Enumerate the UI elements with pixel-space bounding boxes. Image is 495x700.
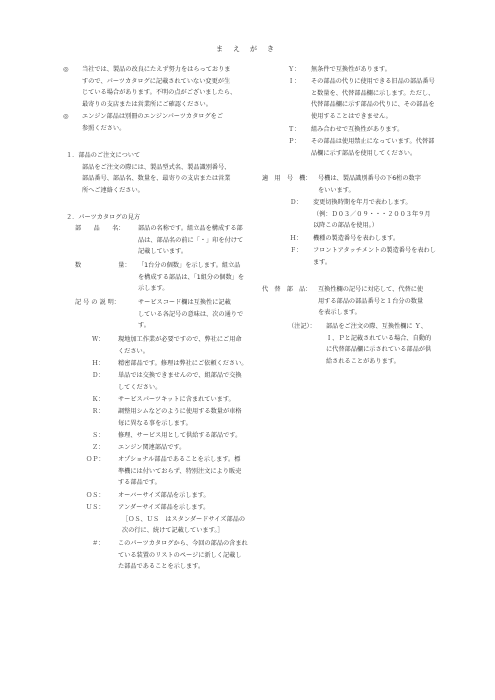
code-text: オーバーサイズ部品を示します。 — [118, 492, 210, 499]
code-key: Ｗ： — [92, 336, 105, 343]
field-text: をいいます。 — [318, 186, 355, 194]
section-heading: １．部品のご注文について — [66, 152, 141, 159]
code-key: Ｄ： — [92, 372, 105, 379]
code-text: 以降この部品を使用。） — [313, 222, 378, 229]
code-key: Ｐ： — [288, 138, 301, 145]
code-text: 変更切換時期を年月で表わします。 — [313, 199, 412, 206]
field-label: 適 用 号 機： — [262, 175, 312, 182]
code-text: と数量を、代替部品欄に示します。ただし、 — [311, 89, 435, 97]
field-text: を構成する部品は、「1組分の個数」を — [138, 273, 245, 281]
code-text: 使用することはできません。 — [311, 112, 392, 120]
field-text: 品は、部品名の前に「・」印を付けて — [138, 236, 244, 244]
note-text: 給されることがあります。 — [326, 357, 400, 365]
code-key: ＃： — [92, 540, 105, 547]
section-heading: ２．パーツカタログの見方 — [66, 214, 141, 221]
code-key: Ｈ： — [92, 360, 105, 367]
code-text: 修理、サービス用として供給する部品です。 — [118, 432, 242, 439]
paragraph-line: すので、パーツカタログに記載されていない変更が生 — [82, 77, 231, 85]
field-text: 「1台分の個数」を示します。組立品 — [138, 262, 241, 269]
code-text: してください。 — [118, 383, 162, 391]
note-text: に代替部品欄に示されている部品が供 — [326, 346, 432, 353]
code-key: Ｔ： — [288, 126, 301, 133]
field-text: 互換性欄の記号に対応して、代替に使 — [318, 286, 424, 293]
code-text: サービスパーツキットに含まれています。 — [118, 396, 235, 403]
paragraph-line: エンジン部品は別冊のエンジンパーツカタログをご — [82, 113, 224, 120]
code-key: Ｈ： — [290, 235, 303, 242]
code-key: Ｙ： — [288, 66, 301, 73]
code-key: ＯＰ： — [86, 456, 105, 463]
paragraph-line: じている場合があります。不明の点がございましたら、 — [82, 89, 237, 96]
field-label: 記 号 の 説 明： — [75, 299, 120, 306]
code-text: 代替部品欄に示す部品の代りに、その部品を — [311, 101, 435, 108]
code-text: エンジン関連部品です。 — [118, 444, 186, 451]
code-text: オプショナル部品であることを示します。標 — [118, 456, 241, 463]
field-text: 用する部品の部品番号と１台分の数量 — [318, 297, 424, 305]
field-text: サービスコード欄は互換性に記載 — [138, 299, 231, 306]
code-text: 現地加工作業が必要ですので、弊社にご用命 — [118, 336, 242, 343]
code-text: 無条件で互換性があります。 — [311, 66, 391, 73]
field-label: 数 量： — [75, 262, 131, 269]
code-text: 品欄に示す部品を使用してください。 — [311, 149, 417, 157]
code-text: た部品であることを示します。 — [118, 563, 205, 570]
page-title: まえがき — [216, 45, 284, 53]
code-text: （例：Ｄ０３／０９・・・２００３年９月 — [313, 210, 431, 218]
code-text: 機種の製造番号を表わします。 — [313, 235, 400, 242]
bullet-mark: ◎ — [63, 113, 69, 120]
code-key: Ｄ： — [290, 199, 303, 206]
paragraph-line: 所へご連絡ください。 — [82, 186, 144, 194]
code-text: 毎に異なる事を示します。 — [118, 419, 192, 427]
field-text: す。 — [138, 322, 150, 329]
field-text: 号機は、製品識別番号の下6桁の数字 — [318, 175, 421, 182]
code-text: 調整用シムなどのように使用する数量が車格 — [118, 408, 242, 415]
code-key: ＵＳ： — [86, 504, 105, 511]
code-key: Ｆ： — [290, 247, 303, 254]
field-text: を表示します。 — [318, 309, 361, 316]
code-key: Ｓ： — [92, 432, 105, 439]
code-text: その部品は使用禁止になっています。代替部 — [311, 138, 435, 145]
code-text: アンダーサイズ部品を示します。 — [118, 504, 210, 511]
code-text: その部品の代りに使用できる旧品の部品番号 — [311, 78, 435, 85]
code-text: 単品では交換できませんので、組部品で交換 — [118, 372, 242, 379]
code-text: ［ＯＳ、ＵＳ はスタンダードサイズ部品の — [122, 515, 246, 523]
field-text: している各記号の意味は、次の通りで — [138, 310, 244, 318]
paragraph-line: 参照ください。 — [82, 124, 126, 132]
code-key: Ｉ： — [288, 78, 301, 85]
field-text: 部品の名称です。組立品を構成する部 — [138, 225, 243, 232]
code-key: Ｋ： — [92, 396, 105, 403]
code-key: ＯＳ： — [86, 492, 105, 499]
code-text: ください。 — [118, 347, 149, 355]
note-label: （注記）： — [288, 323, 316, 330]
code-text: 準機には付いておらず、特別注文により販売 — [118, 467, 242, 475]
note-text: 部品をご注文の際、互換性欄に Ｙ、 — [326, 323, 427, 330]
note-text: Ｉ、Ｐと記載されている場合、自動的 — [326, 334, 432, 342]
paragraph-line: 部品番号、部品名、数量を、最寄りの支店または営業 — [82, 175, 231, 182]
paragraph-line: 最寄りの支店または営業所にご確認ください。 — [82, 100, 212, 108]
code-text: 組み合わせで互換性があります。 — [311, 126, 404, 133]
code-key: Ｒ： — [92, 408, 105, 415]
code-text: フロントアタッチメントの製造番号を表わし — [313, 247, 436, 254]
paragraph-line: 当社では、製品の改良にたえず努力をはらっておりま — [82, 66, 231, 73]
code-text: ます。 — [313, 258, 332, 266]
field-label: 代 替 部 品： — [262, 286, 312, 293]
code-text: 精密部品です。修理は弊社にご依頼ください。 — [118, 360, 248, 367]
code-text: このパーツカタログから、今回の部品の含まれ — [118, 540, 248, 547]
code-text: 次の行に、続けて記載しています。］ — [122, 527, 224, 534]
field-text: 示します。 — [138, 285, 169, 292]
code-key: Ｚ： — [92, 444, 105, 451]
field-label: 部 品 名： — [75, 225, 125, 232]
field-text: 記載しています。 — [138, 248, 188, 255]
code-text: ている装置のリストのページに新しく記載し — [118, 551, 242, 559]
bullet-mark: ◎ — [63, 66, 69, 73]
paragraph-line: 部品をご注文の際には、製品型式名、製品識別番号、 — [82, 163, 231, 171]
code-text: する部品です。 — [118, 479, 161, 486]
